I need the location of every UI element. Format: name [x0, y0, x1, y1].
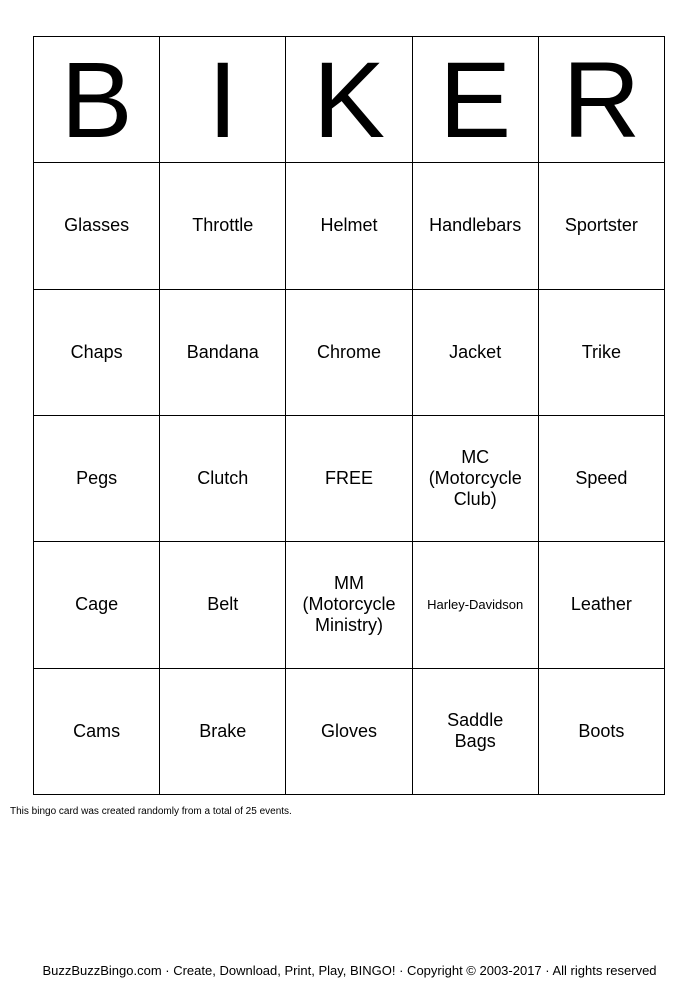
- bingo-cell-r4-c1: Cage: [34, 542, 160, 668]
- bingo-cell-r3-c5: Speed: [539, 416, 665, 542]
- bingo-card: [33, 36, 665, 795]
- bingo-cell-r5-c5: Boots: [539, 669, 665, 795]
- bingo-cell-r2-c1: Chaps: [34, 290, 160, 416]
- bingo-cell-r4-c3: MM (Motorcycle Ministry): [286, 542, 412, 668]
- bingo-cell-r5-c2: Brake: [160, 669, 286, 795]
- header-letter-e: E: [413, 37, 539, 163]
- bingo-cell-r1-c2: Throttle: [160, 163, 286, 289]
- bingo-cell-r5-c3: Gloves: [286, 669, 412, 795]
- bingo-cell-r1-c3: Helmet: [286, 163, 412, 289]
- bingo-cell-r3-c2: Clutch: [160, 416, 286, 542]
- footer-copyright: BuzzBuzzBingo.com · Create, Download, Print, Play, BINGO! · Copyright © 2003-2017 · All rights reserved: [42, 963, 657, 978]
- header-letter-r: R: [539, 37, 665, 163]
- bingo-cell-r2-c4: Jacket: [413, 290, 539, 416]
- bingo-free-space: FREE: [286, 416, 412, 542]
- bingo-cell-r3-c4: MC (Motorcycle Club): [413, 416, 539, 542]
- generation-note: This bingo card was created randomly from a total of 25 events.: [10, 806, 292, 817]
- header-letter-i: I: [160, 37, 286, 163]
- bingo-cell-r3-c1: Pegs: [34, 416, 160, 542]
- bingo-cell-r2-c3: Chrome: [286, 290, 412, 416]
- bingo-cell-r5-c1: Cams: [34, 669, 160, 795]
- header-letter-k: K: [286, 37, 412, 163]
- bingo-cell-r4-c2: Belt: [160, 542, 286, 668]
- bingo-cell-r4-c4: Harley-Davidson: [413, 542, 539, 668]
- bingo-cell-r4-c5: Leather: [539, 542, 665, 668]
- bingo-cell-r2-c2: Bandana: [160, 290, 286, 416]
- bingo-cell-r1-c5: Sportster: [539, 163, 665, 289]
- bingo-cell-r5-c4: Saddle Bags: [413, 669, 539, 795]
- header-letter-b: B: [34, 37, 160, 163]
- bingo-cell-r1-c4: Handlebars: [413, 163, 539, 289]
- bingo-cell-r1-c1: Glasses: [34, 163, 160, 289]
- bingo-cell-r2-c5: Trike: [539, 290, 665, 416]
